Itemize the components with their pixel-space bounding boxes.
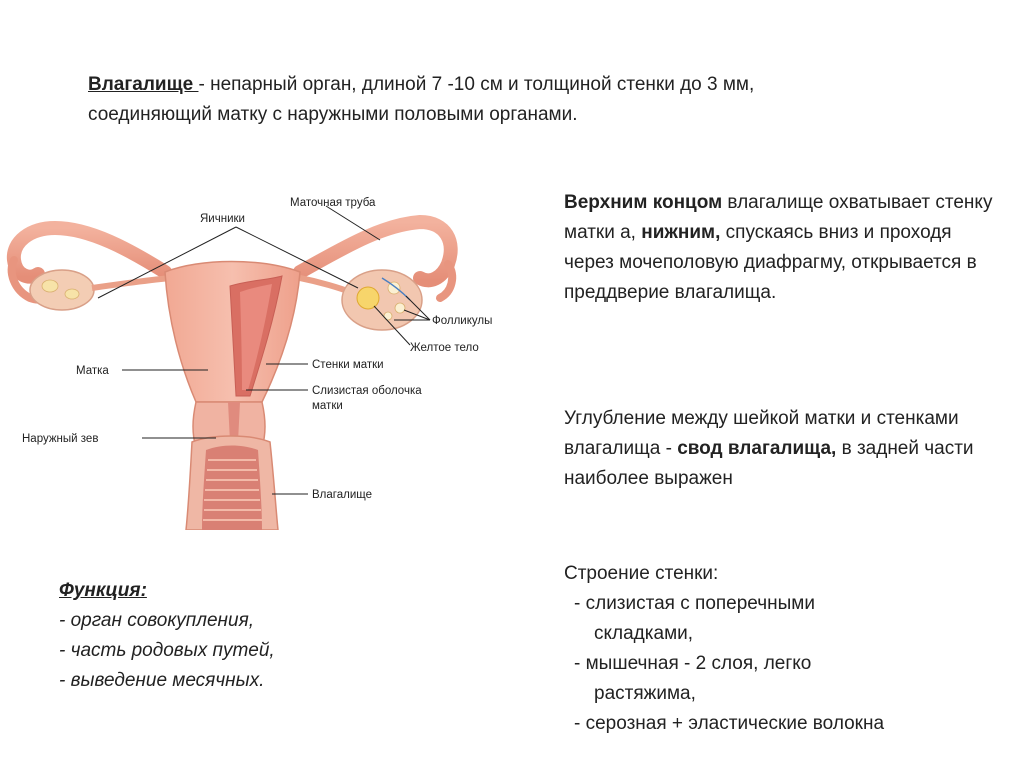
corpus-luteum — [357, 287, 379, 309]
intro-term: Влагалище — [88, 74, 199, 95]
left-ovary — [30, 270, 94, 310]
label-follicles: Фолликулы — [432, 315, 493, 327]
description-bold-lower: нижним, — [641, 222, 721, 243]
function-item: - часть родовых путей, — [59, 640, 275, 661]
structure-title: Строение стенки: — [564, 563, 719, 584]
description-bold-upper: Верхним концом — [564, 192, 723, 213]
fornix-text1: Углубление между шейкой матки и стенками влагалища - — [564, 408, 959, 459]
description-text2: спускаясь вниз и проходя через мочеполовую диафрагму, открывается в преддверие влагалища. — [564, 222, 977, 303]
label-ovaries: Яичники — [200, 213, 245, 225]
function-title: Функция: — [59, 580, 147, 601]
label-uterine-walls: Стенки матки — [312, 359, 384, 371]
label-external-os: Наружный зев — [22, 433, 99, 445]
left-fallopian-tube — [14, 228, 165, 277]
fornix-paragraph — [564, 404, 1004, 494]
structure-item — [564, 649, 1004, 709]
structure-item-line1: - слизистая с поперечными — [574, 593, 815, 614]
label-uterus: Матка — [76, 365, 109, 377]
description-paragraph — [564, 188, 1004, 308]
label-vagina: Влагалище — [312, 489, 372, 501]
right-follicle — [395, 303, 405, 313]
vaginal-rugae — [203, 460, 262, 520]
intro-text-line1: непарный орган, длиной 7 -10 см и толщиной стенки до 3 мм, — [210, 74, 755, 95]
structure-item — [564, 709, 1004, 739]
intro-text-line2: соединяющий матку с наружными половыми органами. — [88, 104, 578, 125]
vagina-lumen — [202, 446, 262, 531]
left-ovarian-ligament — [92, 278, 170, 288]
wall-structure — [564, 559, 1004, 739]
uterus-anatomy-diagram — [0, 180, 560, 530]
label-corpus-luteum: Желтое тело — [410, 342, 479, 354]
label-fallopian-tube: Маточная труба — [290, 197, 376, 209]
fornix-bold: свод влагалища, — [677, 438, 837, 459]
function-block — [59, 576, 389, 696]
left-follicle — [42, 280, 58, 292]
label-mucosa-line1: Слизистая оболочка — [312, 385, 422, 397]
structure-item — [564, 589, 1004, 649]
intro-paragraph — [88, 70, 988, 130]
function-item: - орган совокупления, — [59, 610, 254, 631]
structure-item-line2: растяжима, — [594, 683, 696, 704]
structure-item-line2: складками, — [594, 623, 694, 644]
left-follicle — [65, 289, 79, 299]
structure-item-line1: - серозная + эластические волокна — [574, 713, 885, 734]
intro-dash: - — [198, 74, 211, 95]
fornix-text2: в задней части наиболее выражен — [564, 438, 974, 489]
structure-item-line1: - мышечная - 2 слоя, легко — [574, 653, 812, 674]
label-mucosa-line2: матки — [312, 400, 343, 412]
description-text1: влагалище охватывает стенку матки а, — [564, 192, 993, 243]
function-item: - выведение месячных. — [59, 670, 265, 691]
